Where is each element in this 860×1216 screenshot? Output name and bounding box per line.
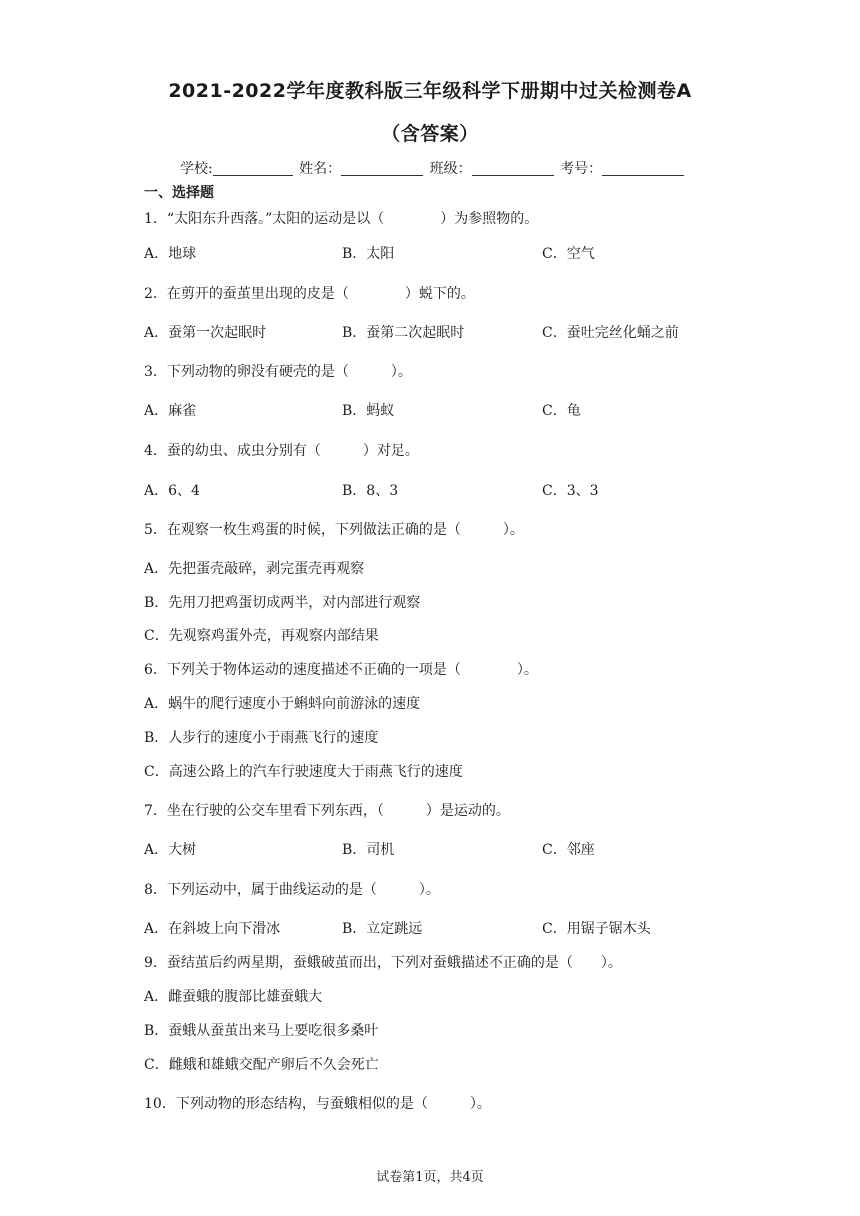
name-blank bbox=[341, 160, 423, 176]
question-8-stem: 8．下列运动中，属于曲线运动的是（ ）。 bbox=[144, 882, 440, 898]
question-5-stem: 5．在观察一枚生鸡蛋的时候，下列做法正确的是（ ）。 bbox=[144, 522, 524, 538]
question-2-option-c: C．蚕吐完丝化蛹之前 bbox=[542, 325, 679, 341]
exam-no-label: 考号： bbox=[560, 161, 603, 177]
page-title: 2021-2022学年度教科版三年级科学下册期中过关检测卷A bbox=[168, 80, 692, 102]
question-9-option-c: C．雌蛾和雄蛾交配产卵后不久会死亡 bbox=[144, 1057, 379, 1073]
question-8-option-b: B．立定跳远 bbox=[342, 921, 423, 937]
question-7-option-b: B．司机 bbox=[342, 842, 395, 858]
question-8-option-c: C．用锯子锯木头 bbox=[542, 921, 651, 937]
section-title: 一、选择题 bbox=[144, 185, 214, 201]
question-1-stem: 1．“太阳东升西落。”太阳的运动是以（ ）为参照物的。 bbox=[144, 211, 539, 227]
question-6-option-a: A．蜗牛的爬行速度小于蝌蚪向前游泳的速度 bbox=[144, 696, 421, 712]
question-5-option-b: B．先用刀把鸡蛋切成两半，对内部进行观察 bbox=[144, 595, 421, 611]
school-label: 学校: bbox=[180, 161, 213, 177]
question-9-stem: 9．蚕结茧后约两星期，蚕蛾破茧而出，下列对蚕蛾描述不正确的是（ ）。 bbox=[144, 955, 622, 971]
question-4-stem: 4．蚕的幼虫、成虫分别有（ ）对足。 bbox=[144, 443, 419, 459]
question-3-option-c: C．龟 bbox=[542, 403, 581, 419]
question-6-stem: 6．下列关于物体运动的速度描述不正确的一项是（ ）。 bbox=[144, 662, 538, 678]
question-5-option-c: C．先观察鸡蛋外壳，再观察内部结果 bbox=[144, 628, 379, 644]
question-2-option-a: A．蚕第一次起眠时 bbox=[144, 325, 267, 341]
student-info-row bbox=[180, 158, 686, 178]
question-4-option-a: A．6、4 bbox=[144, 483, 200, 499]
question-7-option-c: C．邻座 bbox=[542, 842, 595, 858]
class-label: 班级： bbox=[429, 161, 472, 177]
question-3-option-a: A．麻雀 bbox=[144, 403, 197, 419]
question-3-stem: 3．下列动物的卵没有硬壳的是（ ）。 bbox=[144, 364, 412, 380]
question-6-option-b: B．人步行的速度小于雨燕飞行的速度 bbox=[144, 730, 379, 746]
question-2-stem: 2．在剪开的蚕茧里出现的皮是（ ）蜕下的。 bbox=[144, 286, 475, 302]
class-blank bbox=[472, 160, 554, 176]
school-blank bbox=[213, 160, 293, 176]
page-subtitle: （含答案） bbox=[381, 123, 479, 145]
question-10-stem: 10．下列动物的形态结构，与蚕蛾相似的是（ ）。 bbox=[144, 1096, 491, 1112]
question-1-option-a: A．地球 bbox=[144, 246, 197, 262]
question-1-option-c: C．空气 bbox=[542, 246, 595, 262]
exam-no-blank bbox=[602, 160, 684, 176]
question-7-option-a: A．大树 bbox=[144, 842, 197, 858]
question-2-option-b: B．蚕第二次起眠时 bbox=[342, 325, 465, 341]
question-3-option-b: B．蚂蚁 bbox=[342, 403, 395, 419]
question-4-option-b: B．8、3 bbox=[342, 483, 399, 499]
page-footer: 试卷第1页，共4页 bbox=[376, 1170, 484, 1185]
question-4-option-c: C．3、3 bbox=[542, 483, 599, 499]
question-1-option-b: B．太阳 bbox=[342, 246, 395, 262]
question-7-stem: 7．坐在行驶的公交车里看下列东西，（ ）是运动的。 bbox=[144, 803, 510, 819]
question-6-option-c: C．高速公路上的汽车行驶速度大于雨燕飞行的速度 bbox=[144, 764, 463, 780]
question-8-option-a: A．在斜坡上向下滑冰 bbox=[144, 921, 281, 937]
name-label: 姓名： bbox=[299, 161, 342, 177]
question-5-option-a: A．先把蛋壳敲碎，剥完蛋壳再观察 bbox=[144, 561, 365, 577]
question-9-option-a: A．雌蚕蛾的腹部比雄蚕蛾大 bbox=[144, 989, 323, 1005]
question-9-option-b: B．蚕蛾从蚕茧出来马上要吃很多桑叶 bbox=[144, 1023, 379, 1039]
